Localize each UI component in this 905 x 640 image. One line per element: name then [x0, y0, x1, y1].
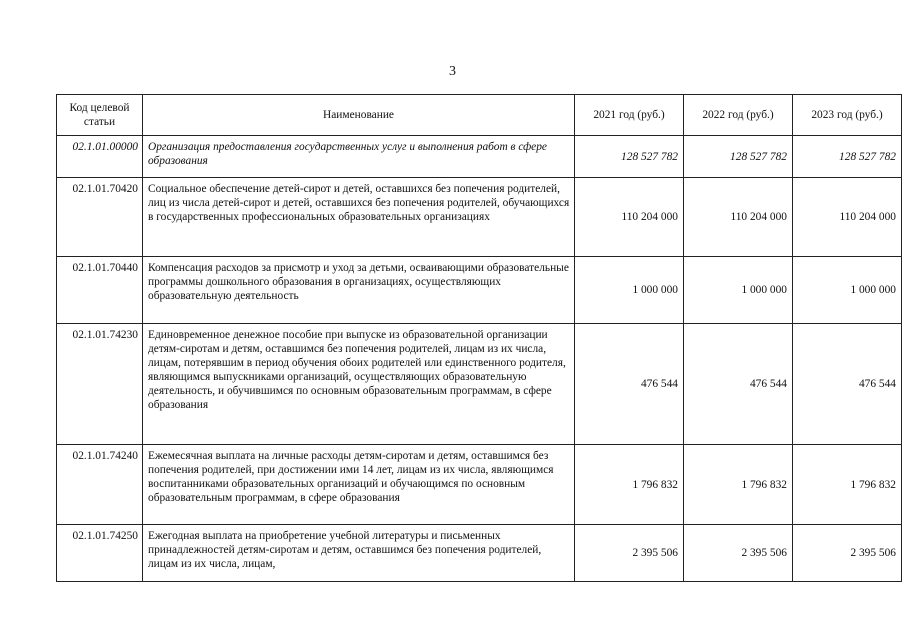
table-row	[57, 525, 902, 582]
row-2023: 1 000 000	[793, 257, 902, 324]
row-2022: 476 544	[684, 324, 793, 445]
row-code: 02.1.01.00000	[57, 136, 143, 178]
row-2023: 476 544	[793, 324, 902, 445]
table-row	[57, 445, 902, 525]
page-number: 3	[449, 64, 456, 79]
row-2023: 2 395 506	[793, 525, 902, 582]
header-name: Наименование	[143, 95, 575, 136]
row-2023: 1 796 832	[793, 445, 902, 525]
row-name: Единовременное денежное пособие при выпуске из образовательной организации детям-сиротам и детям, оставшимся без попечения родителей, лицам из их числа, лицам, потерявшим в период обучения обоих родителей или единственного родителя, являющимся выпускниками организаций, осуществляющих образовательную деятельность, и обучившимся по основным образовательным программам, в сфере образования	[143, 324, 575, 445]
row-name: Социальное обеспечение детей-сирот и детей, оставшихся без попечения родителей, лиц из числа детей-сирот и детей, оставшихся без попечения родителей, обучающихся в государственных профессиональных образовательных организациях	[143, 178, 575, 257]
row-code: 02.1.01.74230	[57, 324, 143, 445]
header-2021: 2021 год (руб.)	[575, 95, 684, 136]
row-2021: 1 796 832	[575, 445, 684, 525]
row-2022: 1 000 000	[684, 257, 793, 324]
row-code: 02.1.01.70420	[57, 178, 143, 257]
budget-table	[56, 94, 902, 582]
header-2022: 2022 год (руб.)	[684, 95, 793, 136]
row-2022: 128 527 782	[684, 136, 793, 178]
table-header-row	[57, 95, 902, 136]
row-2021: 476 544	[575, 324, 684, 445]
table-row	[57, 136, 902, 178]
row-2022: 110 204 000	[684, 178, 793, 257]
row-name: Ежегодная выплата на приобретение учебной литературы и письменных принадлежностей детям-сиротам и детям, оставшимся без попечения родителей, лицам из их числа, лицам,	[143, 525, 575, 582]
row-2021: 1 000 000	[575, 257, 684, 324]
row-name: Ежемесячная выплата на личные расходы детям-сиротам и детям, оставшимся без попечения родителей, при достижении ими 14 лет, лицам из их числа, являющимся воспитанниками образовательных организаций и обучающимся по основным образовательным программам, в сфере образования	[143, 445, 575, 525]
row-2023: 110 204 000	[793, 178, 902, 257]
row-name: Организация предоставления государственных услуг и выполнения работ в сфере образования	[143, 136, 575, 178]
row-2021: 128 527 782	[575, 136, 684, 178]
table-row	[57, 257, 902, 324]
row-2022: 1 796 832	[684, 445, 793, 525]
header-2023: 2023 год (руб.)	[793, 95, 902, 136]
row-2023: 128 527 782	[793, 136, 902, 178]
table-row	[57, 178, 902, 257]
row-code: 02.1.01.74250	[57, 525, 143, 582]
row-2021: 2 395 506	[575, 525, 684, 582]
header-code: Код целевой статьи	[57, 95, 143, 136]
row-2022: 2 395 506	[684, 525, 793, 582]
row-2021: 110 204 000	[575, 178, 684, 257]
row-code: 02.1.01.70440	[57, 257, 143, 324]
row-code: 02.1.01.74240	[57, 445, 143, 525]
table-row	[57, 324, 902, 445]
row-name: Компенсация расходов за присмотр и уход за детьми, осваивающими образовательные программы дошкольного образования в организациях, осуществляющих образовательную деятельность	[143, 257, 575, 324]
